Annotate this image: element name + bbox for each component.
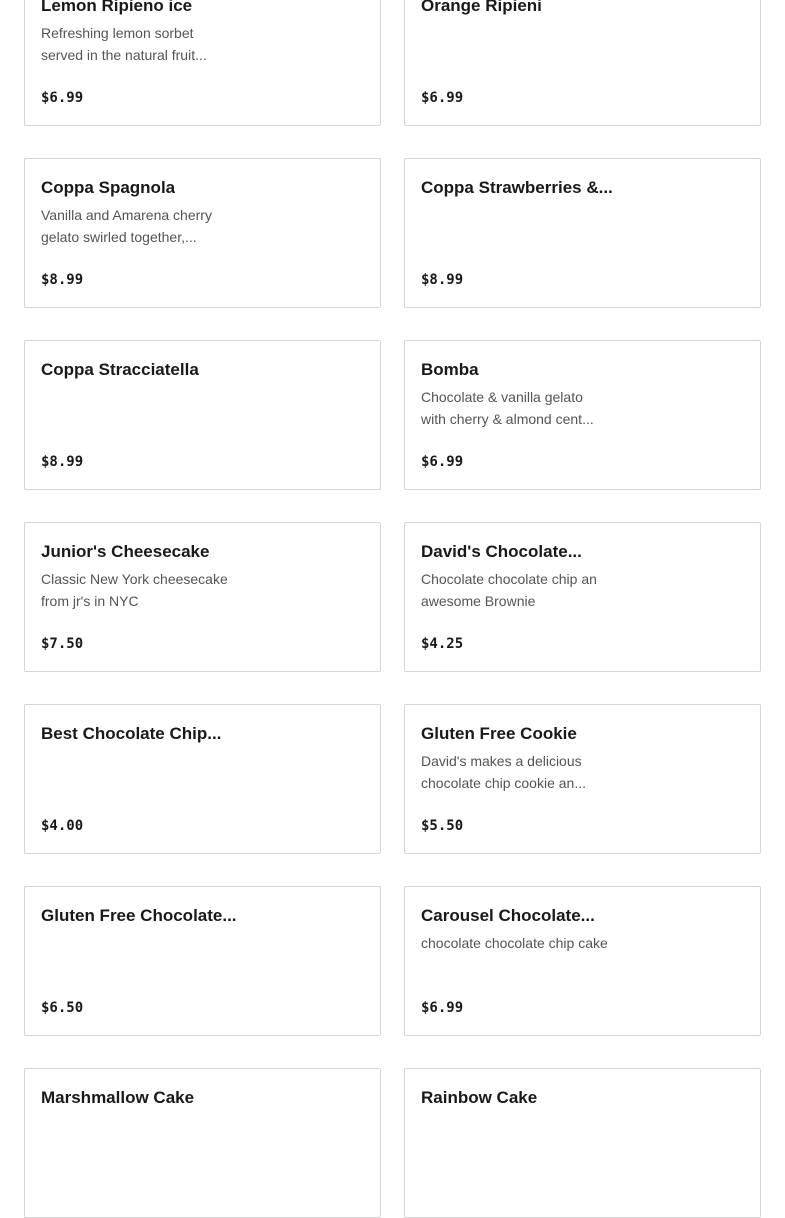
menu-item-card[interactable] [24, 1068, 381, 1218]
menu-item-card[interactable] [24, 704, 381, 854]
menu-item-card[interactable] [404, 158, 761, 308]
menu-item-price: $4.00 [41, 818, 84, 834]
menu-item-card[interactable] [404, 340, 761, 490]
menu-item-price: $6.99 [421, 454, 464, 470]
menu-grid [24, 0, 761, 1218]
menu-item-card[interactable] [24, 522, 381, 672]
menu-item-card[interactable] [24, 0, 381, 126]
menu-item-price: $8.99 [41, 272, 84, 288]
menu-item-description: Refreshing lemon sorbet served in the natural fruit... [41, 25, 207, 63]
menu-item-name: David's Chocolate... [421, 542, 582, 561]
menu-item-name: Carousel Chocolate... [421, 906, 595, 925]
menu-item-description: Vanilla and Amarena cherry gelato swirled together,... [41, 207, 212, 245]
menu-item-name: Junior's Cheesecake [41, 542, 210, 561]
menu-item-name: Best Chocolate Chip... [41, 724, 222, 743]
menu-item-card[interactable] [404, 1068, 761, 1218]
menu-item-description: Classic New York cheesecake from jr's in NYC [41, 571, 228, 609]
menu-item-card[interactable] [404, 704, 761, 854]
menu-item-name: Lemon Ripieno ice [41, 0, 193, 15]
menu-item-name: Coppa Stracciatella [41, 360, 199, 379]
menu-item-card[interactable] [24, 158, 381, 308]
menu-item-name: Gluten Free Cookie [421, 724, 577, 743]
menu-item-description: David's makes a delicious chocolate chip cookie an... [421, 753, 586, 791]
menu-item-card[interactable] [24, 886, 381, 1036]
menu-item-price: $8.99 [421, 272, 464, 288]
menu-item-price: $5.50 [421, 818, 464, 834]
menu-item-name: Bomba [421, 360, 479, 379]
menu-item-name: Rainbow Cake [421, 1088, 538, 1107]
menu-item-card[interactable] [404, 0, 761, 126]
menu-item-card[interactable] [404, 522, 761, 672]
menu-item-price: $6.99 [421, 1000, 464, 1016]
menu-item-name: Gluten Free Chocolate... [41, 906, 237, 925]
menu-item-card[interactable] [404, 886, 761, 1036]
menu-item-name: Coppa Spagnola [41, 178, 176, 197]
menu-item-name: Coppa Strawberries &... [421, 178, 613, 197]
menu-item-name: Orange Ripieni [421, 0, 542, 15]
menu-item-name: Marshmallow Cake [41, 1088, 195, 1107]
menu-item-price: $7.50 [41, 636, 84, 652]
menu-item-price: $8.99 [41, 454, 84, 470]
menu-item-description: Chocolate chocolate chip an awesome Brownie [421, 571, 597, 609]
menu-item-description: Chocolate & vanilla gelato with cherry & almond cent... [421, 389, 594, 427]
menu-item-price: $6.99 [41, 90, 84, 106]
menu-item-price: $6.50 [41, 1000, 84, 1016]
menu-item-description: chocolate chocolate chip cake [421, 935, 608, 951]
menu-item-card[interactable] [24, 340, 381, 490]
menu-item-price: $4.25 [421, 636, 464, 652]
menu-item-price: $6.99 [421, 90, 464, 106]
